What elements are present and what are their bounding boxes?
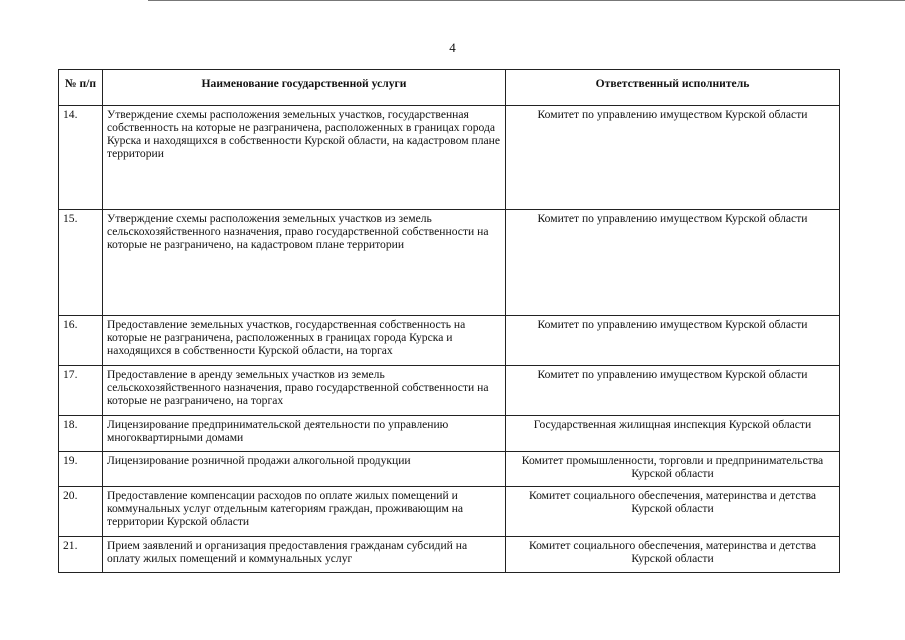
header-responsible: Ответственный исполнитель: [506, 70, 840, 106]
page-top-border: [148, 0, 905, 1]
page-number: 4: [449, 40, 456, 55]
service-name: Лицензирование розничной продажи алкогольной продукции: [103, 452, 506, 487]
table-row: [59, 366, 840, 416]
responsible-body: Комитет социального обеспечения, материнства и детства Курской области: [506, 537, 840, 573]
service-name: Прием заявлений и организация предоставления гражданам субсидий на оплату жилых помещений и коммунальных услуг: [103, 537, 506, 573]
header-service-name: Наименование государственной услуги: [103, 70, 506, 106]
service-name: Предоставление компенсации расходов по оплате жилых помещений и коммунальных услуг отдельным категориям граждан, проживающим на территории Курской области: [103, 487, 506, 537]
row-number: 14.: [59, 106, 103, 210]
header-num: № п/п: [59, 70, 103, 106]
responsible-body: Комитет промышленности, торговли и предпринимательства Курской области: [506, 452, 840, 487]
table-row: [59, 452, 840, 487]
table-row: [59, 106, 840, 210]
service-name: Утверждение схемы расположения земельных участков, государственная собственность на которые не разграничена, расположенных в границах города Курска и находящихся в собственности Курской области, на кадастровом плане территории: [103, 106, 506, 210]
service-name: Лицензирование предпринимательской деятельности по управлению многоквартирными домами: [103, 416, 506, 452]
row-number: 19.: [59, 452, 103, 487]
row-number: 15.: [59, 210, 103, 316]
service-name: Предоставление земельных участков, государственная собственность на которые не разграничена, расположенных в границах города Курска и находящихся в собственности Курской области, на торгах: [103, 316, 506, 366]
table-row: [59, 487, 840, 537]
responsible-body: Комитет по управлению имуществом Курской области: [506, 210, 840, 316]
row-number: 18.: [59, 416, 103, 452]
table-header-row: [59, 70, 840, 106]
responsible-body: Комитет по управлению имуществом Курской области: [506, 316, 840, 366]
service-name: Утверждение схемы расположения земельных участков из земель сельскохозяйственного назначения, право государственной собственности на которые не разграничено, на кадастровом плане территории: [103, 210, 506, 316]
table-row: [59, 537, 840, 573]
services-table: [58, 69, 840, 573]
row-number: 20.: [59, 487, 103, 537]
responsible-body: Государственная жилищная инспекция Курской области: [506, 416, 840, 452]
responsible-body: Комитет по управлению имуществом Курской области: [506, 366, 840, 416]
row-number: 16.: [59, 316, 103, 366]
responsible-body: Комитет по управлению имуществом Курской области: [506, 106, 840, 210]
responsible-body: Комитет социального обеспечения, материнства и детства Курской области: [506, 487, 840, 537]
table-row: [59, 416, 840, 452]
service-name: Предоставление в аренду земельных участков из земель сельскохозяйственного назначения, право государственной собственности на которые не разграничено, на торгах: [103, 366, 506, 416]
row-number: 17.: [59, 366, 103, 416]
table-row: [59, 316, 840, 366]
table-row: [59, 210, 840, 316]
row-number: 21.: [59, 537, 103, 573]
